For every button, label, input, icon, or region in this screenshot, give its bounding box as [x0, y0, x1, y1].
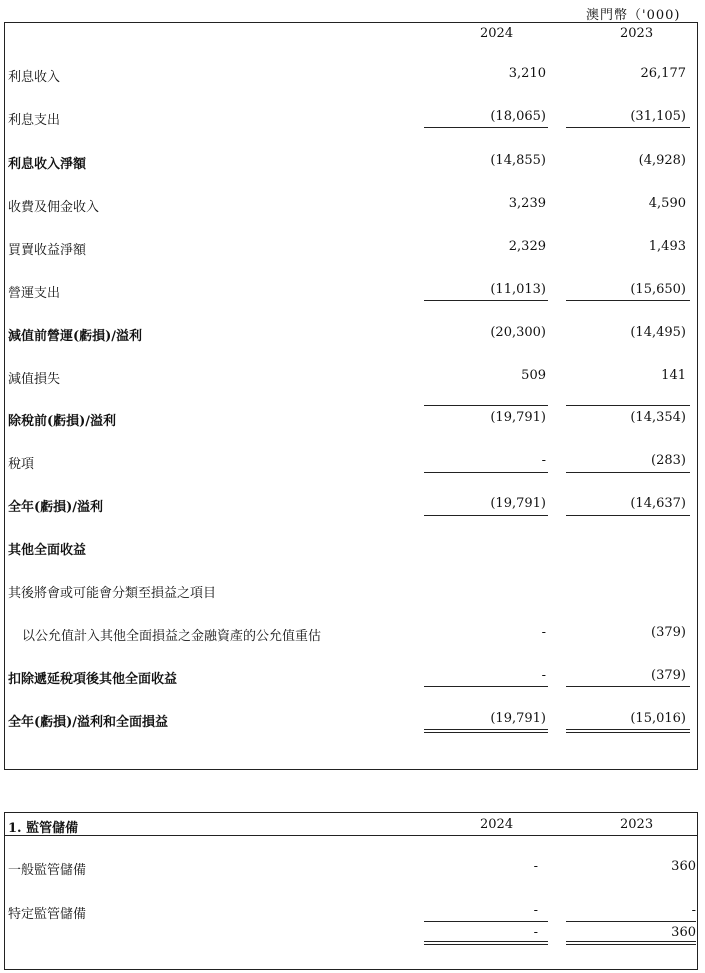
subtotal-rule	[566, 300, 690, 301]
impairment-2024: 509	[521, 368, 546, 383]
pretax-result-2024: (19,791)	[490, 410, 546, 425]
subtotal-rule	[424, 515, 548, 516]
fee-income-2023: 4,590	[648, 196, 686, 211]
total-double-rule	[566, 729, 690, 733]
currency-unit: 澳門幣（'000)	[586, 8, 681, 23]
row-label-other-comprehensive-income: 其他全面收益	[8, 543, 87, 558]
row-label-impairment: 減值損失	[8, 372, 61, 387]
reserves-total-2024: -	[533, 925, 538, 940]
operating-result-2023: (14,495)	[630, 325, 686, 340]
reserves-total-2023: 360	[671, 925, 696, 940]
subtotal-rule	[424, 472, 548, 473]
annual-result-2024: (19,791)	[490, 496, 546, 511]
total-double-rule	[424, 729, 548, 733]
subtotal-rule	[566, 127, 690, 128]
operating-expenses-2023: (15,650)	[630, 282, 686, 297]
row-label-total-comprehensive: 全年(虧損)/溢利和全面損益	[8, 715, 169, 730]
row-label-reclassifiable-items: 其後將會或可能會分類至損益之項目	[8, 586, 217, 601]
subtotal-rule	[424, 127, 548, 128]
fvoci-revaluation-2024: -	[541, 625, 546, 640]
fvoci-revaluation-2023: (379)	[651, 625, 686, 640]
subtotal-rule	[424, 921, 548, 922]
general-reserve-2024: -	[533, 859, 538, 874]
total-double-rule	[424, 941, 548, 945]
general-reserve-2023: 360	[671, 859, 696, 874]
row-label-operating-expenses: 營運支出	[8, 286, 61, 301]
row-label-specific-reserve: 特定監管儲備	[8, 907, 87, 922]
row-label-pretax-result: 除稅前(虧損)/溢利	[8, 414, 117, 429]
reserves-title: 1. 監管儲備	[8, 821, 79, 836]
row-label-tax: 稅項	[8, 457, 35, 472]
subtotal-rule	[566, 515, 690, 516]
fee-income-2024: 3,239	[508, 196, 546, 211]
pretax-result-2023: (14,354)	[630, 410, 686, 425]
row-label-annual-result: 全年(虧損)/溢利	[8, 500, 104, 515]
subtotal-rule	[566, 686, 690, 687]
subtotal-rule	[566, 472, 690, 473]
row-label-oci-net-of-tax: 扣除遞延稅項後其他全面收益	[8, 672, 178, 687]
net-interest-income-2024: (14,855)	[490, 153, 546, 168]
row-label-fvoci-revaluation: 以公允值計入其他全面損益之金融資產的公允值重估	[22, 629, 322, 644]
interest-expense-2024: (18,065)	[490, 109, 546, 124]
interest-income-2024: 3,210	[508, 66, 546, 81]
column-header-2024: 2024	[480, 26, 514, 41]
net-interest-income-2023: (4,928)	[638, 153, 686, 168]
row-label-general-reserve: 一般監管儲備	[8, 863, 87, 878]
row-label-fee-income: 收費及佣金收入	[8, 200, 100, 215]
reserves-column-2023: 2023	[620, 817, 654, 832]
total-double-rule	[566, 941, 696, 945]
annual-result-2023: (14,637)	[630, 496, 686, 511]
total-comprehensive-2023: (15,016)	[630, 711, 686, 726]
reserves-column-2024: 2024	[480, 817, 514, 832]
subtotal-rule	[424, 300, 548, 301]
operating-result-2024: (20,300)	[490, 325, 546, 340]
subtotal-rule	[424, 686, 548, 687]
total-comprehensive-2024: (19,791)	[490, 711, 546, 726]
impairment-2023: 141	[661, 368, 686, 383]
row-label-trading-gains: 買賣收益淨額	[8, 243, 87, 258]
oci-net-of-tax-2023: (379)	[651, 668, 686, 683]
row-label-net-interest-income: 利息收入淨額	[8, 157, 87, 172]
trading-gains-2024: 2,329	[508, 239, 546, 254]
row-label-interest-expense: 利息支出	[8, 113, 61, 128]
interest-income-2023: 26,177	[640, 66, 686, 81]
income-statement-table	[4, 22, 698, 770]
reserves-header-rule	[4, 835, 698, 836]
subtotal-rule	[424, 405, 548, 406]
subtotal-rule	[566, 921, 696, 922]
row-label-operating-result: 減值前營運(虧損)/溢利	[8, 329, 143, 344]
tax-2024: -	[541, 453, 546, 468]
subtotal-rule	[566, 405, 690, 406]
trading-gains-2023: 1,493	[648, 239, 686, 254]
row-label-interest-income: 利息收入	[8, 70, 61, 85]
operating-expenses-2024: (11,013)	[490, 282, 546, 297]
specific-reserve-2024: -	[533, 903, 538, 918]
interest-expense-2023: (31,105)	[630, 109, 686, 124]
column-header-2023: 2023	[620, 26, 654, 41]
tax-2023: (283)	[651, 453, 686, 468]
specific-reserve-2023: -	[691, 903, 696, 918]
oci-net-of-tax-2024: -	[541, 668, 546, 683]
